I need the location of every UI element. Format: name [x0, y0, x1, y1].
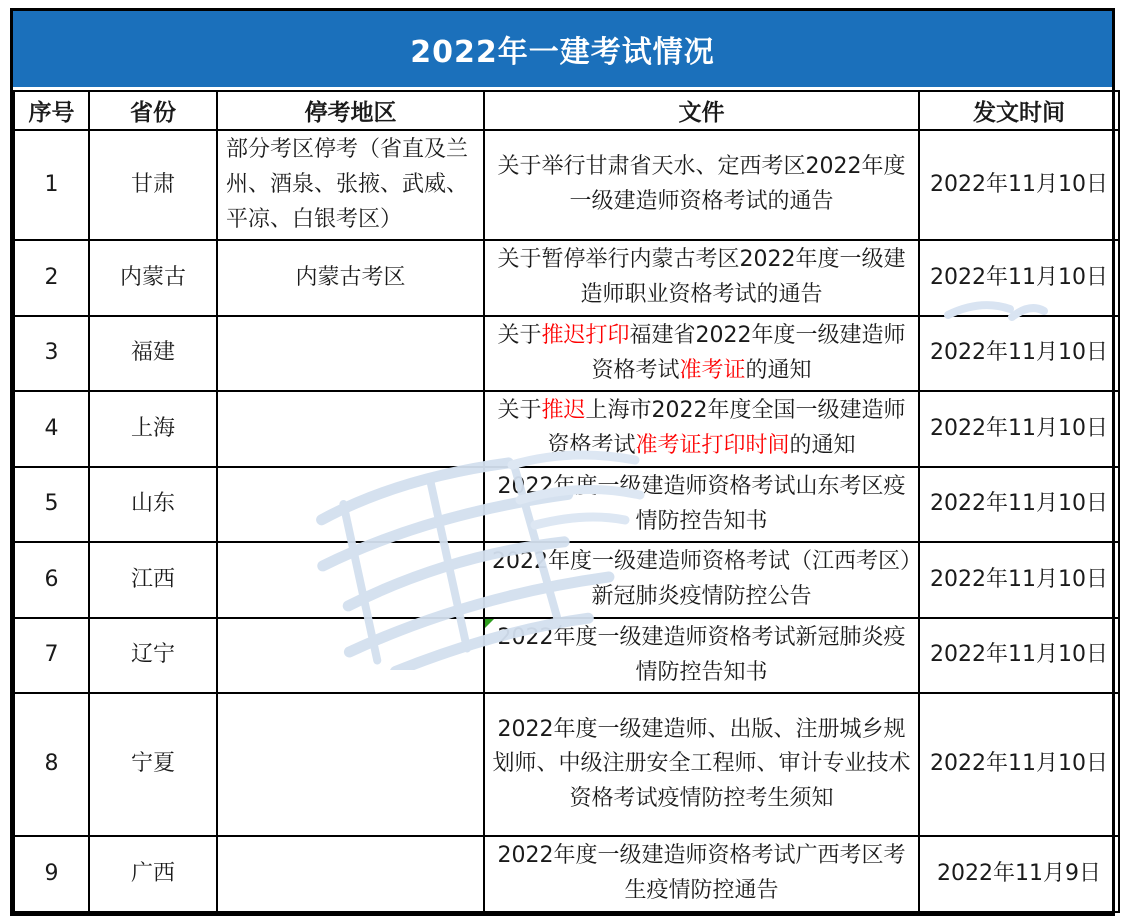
cell-file [484, 240, 919, 316]
cell-no: 9 [14, 836, 89, 912]
cell-no: 6 [14, 542, 89, 618]
table-row [14, 130, 1119, 240]
table-row [14, 467, 1119, 543]
cell-no: 2 [14, 240, 89, 316]
table-row [14, 836, 1119, 912]
cell-file [484, 391, 919, 467]
cell-suspended-area [217, 618, 484, 694]
cell-error-corner-icon [485, 619, 494, 628]
cell-suspended-area [217, 693, 484, 836]
file-text-highlight: 准考证打印时间 [635, 433, 790, 458]
table-body [14, 130, 1119, 912]
cell-suspended-area [217, 836, 484, 912]
cell-file [484, 467, 919, 543]
cell-issue-date: 2022年11月10日 [919, 467, 1119, 543]
cell-no: 3 [14, 316, 89, 392]
cell-suspended-area [217, 391, 484, 467]
cell-province: 山东 [89, 467, 217, 543]
cell-suspended-area: 部分考区停考（省直及兰州、酒泉、张掖、武威、平凉、白银考区） [217, 130, 484, 240]
table-row [14, 542, 1119, 618]
cell-file [484, 542, 919, 618]
cell-issue-date: 2022年11月10日 [919, 240, 1119, 316]
header-province: 省份 [89, 91, 217, 130]
cell-no: 1 [14, 130, 89, 240]
cell-province: 辽宁 [89, 618, 217, 694]
cell-no: 5 [14, 467, 89, 543]
cell-suspended-area: 内蒙古考区 [217, 240, 484, 316]
cell-suspended-area [217, 316, 484, 392]
header-suspended-area: 停考地区 [217, 91, 484, 130]
file-text: 的通知 [789, 433, 856, 458]
cell-province: 宁夏 [89, 693, 217, 836]
page-title: 2022年一建考试情况 [410, 35, 715, 70]
file-text: 的通知 [745, 357, 812, 383]
cell-no: 4 [14, 391, 89, 467]
cell-issue-date: 2022年11月9日 [919, 836, 1119, 912]
exam-table-sheet [10, 8, 1115, 916]
cell-issue-date: 2022年11月10日 [919, 130, 1119, 240]
file-text: 关于举行甘肃省天水、定西考区2022年度一级建造师资格考试的通告 [497, 154, 906, 215]
file-text-highlight: 推迟打印 [541, 322, 630, 348]
file-text: 上海市2022年度全国一级建造师资格考试 [547, 398, 906, 458]
cell-suspended-area [217, 467, 484, 543]
cell-province: 江西 [89, 542, 217, 618]
exam-table [13, 90, 1120, 913]
file-text: 2022年度一级建造师资格考试（江西考区）新冠肺炎疫情防控公告 [492, 549, 911, 609]
cell-province: 内蒙古 [89, 240, 217, 316]
table-row [14, 240, 1119, 316]
cell-no: 7 [14, 618, 89, 694]
cell-file [484, 693, 919, 836]
file-text: 2022年度一级建造师资格考试广西考区考生疫情防控通告 [497, 843, 906, 903]
cell-file [484, 618, 919, 694]
cell-issue-date: 2022年11月10日 [919, 316, 1119, 392]
table-row [14, 391, 1119, 467]
table-row [14, 618, 1119, 694]
cell-province: 福建 [89, 316, 217, 392]
cell-suspended-area [217, 542, 484, 618]
file-text: 关于 [497, 398, 542, 424]
cell-province: 广西 [89, 836, 217, 912]
file-text: 关于暂停举行内蒙古考区2022年度一级建造师职业资格考试的通告 [497, 247, 906, 307]
cell-no: 8 [14, 693, 89, 836]
file-text: 福建省2022年度一级建造师资格考试 [591, 322, 906, 383]
file-text-highlight: 准考证 [679, 357, 746, 383]
cell-province: 上海 [89, 391, 217, 467]
cell-issue-date: 2022年11月10日 [919, 542, 1119, 618]
cell-issue-date: 2022年11月10日 [919, 618, 1119, 694]
table-row [14, 316, 1119, 392]
cell-province: 甘肃 [89, 130, 217, 240]
file-text: 2022年度一级建造师、出版、注册城乡规划师、中级注册安全工程师、审计专业技术资格考试疫情防控考生须知 [492, 716, 911, 812]
header-no: 序号 [14, 91, 89, 130]
cell-file [484, 316, 919, 392]
cell-file [484, 836, 919, 912]
file-text: 2022年度一级建造师资格考试新冠肺炎疫情防控告知书 [497, 624, 906, 685]
title-bar [13, 11, 1112, 87]
file-text-highlight: 推迟 [541, 398, 586, 424]
header-issue-date: 发文时间 [919, 91, 1119, 130]
header-file: 文件 [484, 91, 919, 130]
cell-issue-date: 2022年11月10日 [919, 391, 1119, 467]
file-text: 2022年度一级建造师资格考试山东考区疫情防控告知书 [497, 473, 906, 534]
table-row [14, 693, 1119, 836]
file-text: 关于 [497, 322, 542, 348]
cell-file [484, 130, 919, 240]
header-row [14, 91, 1119, 130]
cell-issue-date: 2022年11月10日 [919, 693, 1119, 836]
